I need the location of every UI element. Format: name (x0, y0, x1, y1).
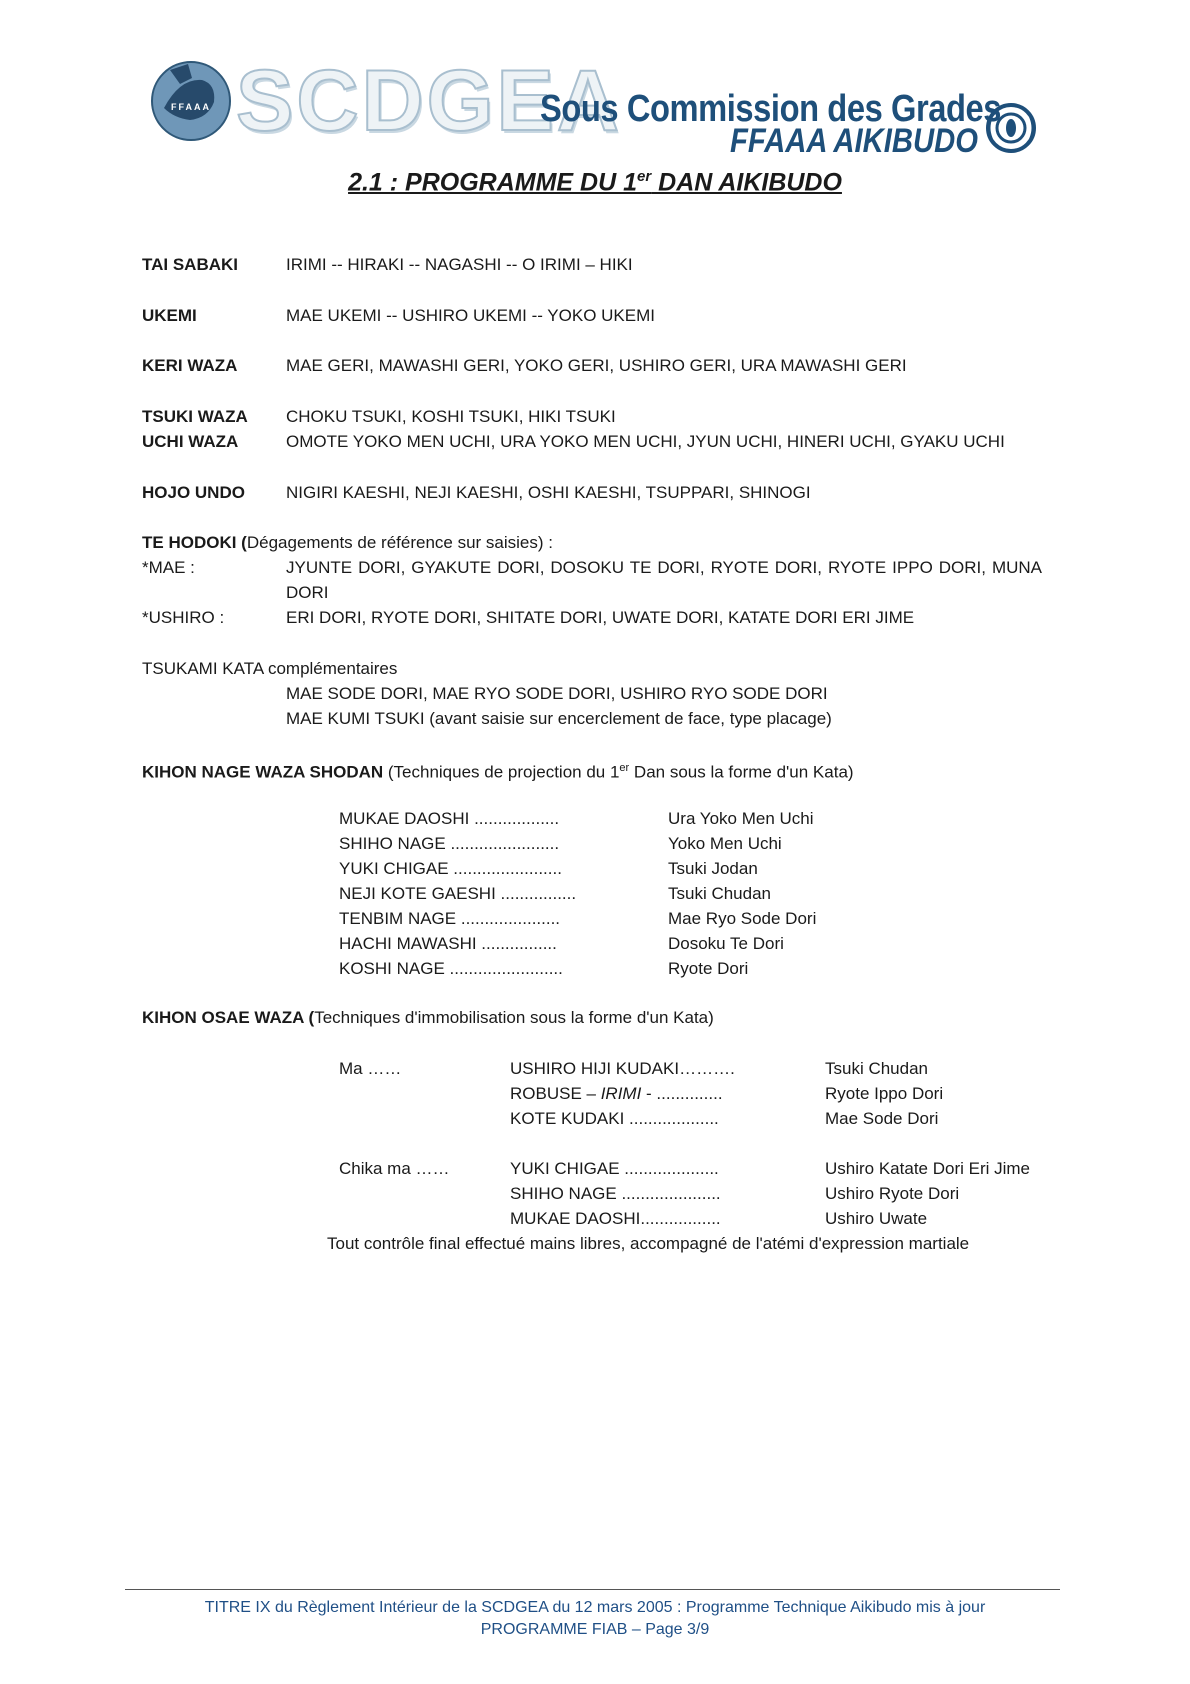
footer-line-2: PROGRAMME FIAB – Page 3/9 (480, 1621, 710, 1638)
footer-line-1: TITRE IX du Règlement Intérieur de la SCDGEA du 12 mars 2005 : Programme Technique Aikibudo mis à jour (204, 1599, 986, 1616)
te-hodoki-mae-value: JYUNTE DORI, GYAKUTE DORI, DOSOKU TE DORI, RYOTE DORI, RYOTE IPPO DORI, MUNA DORI (286, 558, 1042, 602)
nage-attack: Mae Ryo Sode Dori (668, 909, 817, 928)
hojo-undo-label: HOJO UNDO (142, 483, 245, 502)
title-superscript: er (637, 168, 652, 185)
uchi-waza-value: OMOTE YOKO MEN UCHI, URA YOKO MEN UCHI, JYUN UCHI, HINERI UCHI, GYAKU UCHI (286, 432, 1005, 451)
osae-attack: Ushiro Katate Dori Eri Jime (825, 1159, 1031, 1178)
nage-technique: KOSHI NAGE ........................ (339, 959, 563, 978)
nage-technique: TENBIM NAGE ..................... (339, 909, 561, 928)
keri-waza-value: MAE GERI, MAWASHI GERI, YOKO GERI, USHIRO GERI, URA MAWASHI GERI (286, 356, 907, 375)
ukemi-label: UKEMI (142, 306, 197, 325)
nage-attack: Ryote Dori (668, 959, 749, 978)
commission-name: Sous Commission des Grades (540, 88, 1002, 130)
aikibudo-emblem-icon (985, 100, 1037, 156)
osae-technique: YUKI CHIGAE .................... (510, 1159, 719, 1178)
osae-technique: SHIHO NAGE ..................... (510, 1184, 721, 1203)
footer-divider (125, 1589, 1060, 1590)
ma-label: Ma …… (339, 1059, 402, 1078)
te-hodoki-ushiro-label: *USHIRO : (142, 608, 225, 627)
hojo-undo-value: NIGIRI KAESHI, NEJI KAESHI, OSHI KAESHI, TSUPPARI, SHINOGI (286, 483, 811, 502)
te-hodoki-ushiro-value: ERI DORI, RYOTE DORI, SHITATE DORI, UWATE DORI, KATATE DORI ERI JIME (286, 608, 915, 627)
osae-attack: Ushiro Uwate (825, 1209, 928, 1228)
nage-technique: MUKAE DAOSHI .................. (339, 809, 560, 828)
nage-attack: Ura Yoko Men Uchi (668, 809, 814, 828)
osae-attack: Ushiro Ryote Dori (825, 1184, 960, 1203)
brand-name: SCDGEA (236, 53, 622, 149)
osae-attack: Tsuki Chudan (825, 1059, 929, 1078)
uchi-waza-label: UCHI WAZA (142, 432, 239, 451)
ffaaa-logo (150, 60, 232, 142)
nage-attack: Tsuki Chudan (668, 884, 772, 903)
osae-attack: Ryote Ippo Dori (825, 1084, 944, 1103)
nage-technique: SHIHO NAGE ....................... (339, 834, 560, 853)
nage-attack: Dosoku Te Dori (668, 934, 784, 953)
osae-technique: ROBUSE – IRIMI - .............. (510, 1084, 723, 1103)
tsuki-waza-value: CHOKU TSUKI, KOSHI TSUKI, HIKI TSUKI (286, 407, 616, 426)
ukemi-value: MAE UKEMI -- USHIRO UKEMI -- YOKO UKEMI (286, 306, 655, 325)
nage-attack: Tsuki Jodan (668, 859, 758, 878)
tai-sabaki-value: IRIMI -- HIRAKI -- NAGASHI -- O IRIMI – HIKI (286, 255, 633, 274)
tsukami-kata-line-2: MAE KUMI TSUKI (avant saisie sur encerclement de face, type placage) (286, 709, 832, 728)
tsuki-waza-label: TSUKI WAZA (142, 407, 248, 426)
federation-name: FFAAA AIKIBUDO (730, 122, 978, 160)
nage-attack: Yoko Men Uchi (668, 834, 782, 853)
logo-text: FFAAA (171, 102, 211, 112)
tsukami-kata-line-1: MAE SODE DORI, MAE RYO SODE DORI, USHIRO RYO SODE DORI (286, 684, 828, 703)
chika-ma-label: Chika ma …… (339, 1159, 450, 1178)
osae-note: Tout contrôle final effectué mains libres, accompagné de l'atémi d'expression martiale (327, 1234, 970, 1253)
nage-technique: HACHI MAWASHI ................ (339, 934, 557, 953)
nage-technique: NEJI KOTE GAESHI ................ (339, 884, 577, 903)
te-hodoki-mae-label: *MAE : (142, 558, 195, 577)
kihon-osae-heading: KIHON OSAE WAZA (Techniques d'immobilisation sous la forme d'un Kata) (142, 1008, 714, 1027)
kihon-nage-heading: KIHON NAGE WAZA SHODAN (Techniques de projection du 1er Dan sous la forme d'un Kata) (142, 762, 854, 782)
te-hodoki-heading: TE HODOKI (Dégagements de référence sur saisies) : (142, 533, 553, 552)
osae-technique: USHIRO HIJI KUDAKI………. (510, 1059, 735, 1078)
osae-attack: Mae Sode Dori (825, 1109, 939, 1128)
osae-technique: MUKAE DAOSHI................. (510, 1209, 721, 1228)
osae-technique: KOTE KUDAKI ................... (510, 1109, 719, 1128)
page-title: 2.1 : PROGRAMME DU 1er DAN AIKIBUDO (348, 168, 842, 197)
keri-waza-label: KERI WAZA (142, 356, 238, 375)
tsukami-kata-label: TSUKAMI KATA complémentaires (142, 659, 398, 678)
nage-technique: YUKI CHIGAE ....................... (339, 859, 562, 878)
tai-sabaki-label: TAI SABAKI (142, 255, 239, 274)
